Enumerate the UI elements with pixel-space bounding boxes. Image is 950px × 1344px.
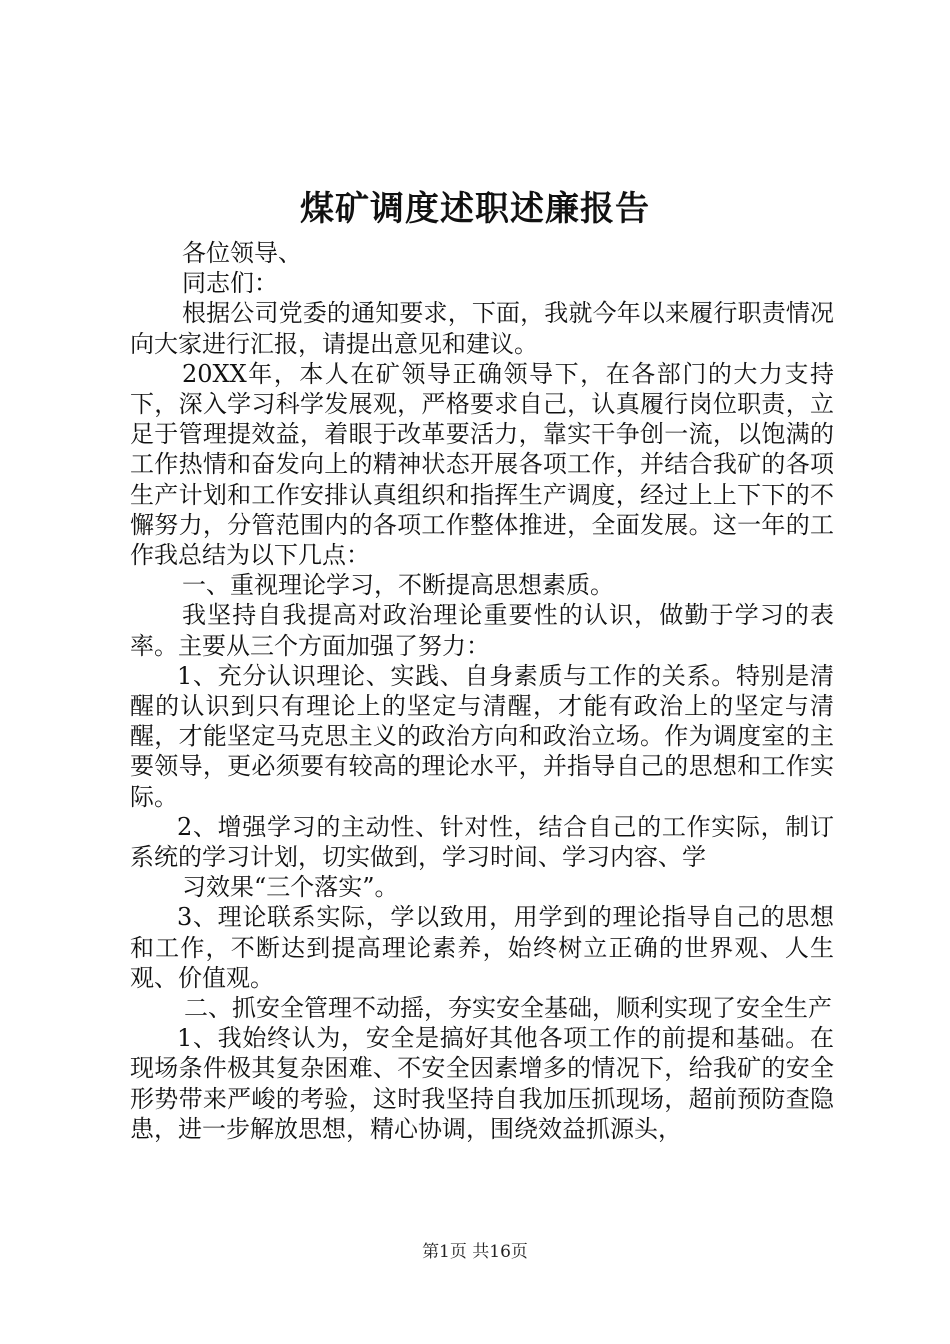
document-body	[130, 238, 834, 1144]
theory-intro-paragraph: 我坚持自我提高对政治理论重要性的认识，做勤于学习的表率。主要从三个方面加强了努力：	[130, 601, 834, 660]
section-heading-safety: 二、抓安全管理不动摇，夯实安全基础，顺利实现了安全生产	[184, 994, 832, 1023]
document-title: 煤矿调度述职述廉报告	[300, 189, 650, 229]
theory-point-3: 3、理论联系实际，学以致用，用学到的理论指导自己的思想和工作，不断达到提高理论素养，始终树立正确的世界观、人生观、价值观。	[130, 903, 834, 992]
theory-point-2-continued: 习效果“三个落实”。	[182, 873, 399, 902]
salutation-comrades: 同志们：	[182, 269, 278, 298]
safety-point-1: 1、我始终认为，安全是搞好其他各项工作的前提和基础。在现场条件极其复杂困难、不安全因素增多的情况下，给我矿的安全形势带来严峻的考验，这时我坚持自我加压抓现场，超前预防查隐患，进一步解放思想，精心协调，围绕效益抓源头，	[130, 1024, 834, 1143]
intro-paragraph: 根据公司党委的通知要求，下面，我就今年以来履行职责情况向大家进行汇报，请提出意见和建议。	[130, 299, 834, 358]
page-number-footer: 第1页 共16页	[422, 1242, 528, 1262]
theory-point-1: 1、充分认识理论、实践、自身素质与工作的关系。特别是清醒的认识到只有理论上的坚定与清醒，才能有政治上的坚定与清醒，才能坚定马克思主义的政治方向和政治立场。作为调度室的主要领导，更必须要有较高的理论水平，并指导自己的思想和工作实际。	[130, 661, 834, 811]
theory-point-2: 2、增强学习的主动性、针对性，结合自己的工作实际，制订系统的学习计划，切实做到，学习时间、学习内容、学	[130, 812, 834, 872]
salutation-leaders: 各位领导、	[182, 239, 302, 267]
summary-paragraph: 20XX年，本人在矿领导正确领导下，在各部门的大力支持下，深入学习科学发展观，严格要求自己，认真履行岗位职责，立足于管理提效益，着眼于改革要活力，靠实干争创一流，以饱满的工作热情和奋发向上的精神状态开展各项工作，并结合我矿的各项生产计划和工作安排认真组织和指挥生产调度，经过上上下下的不懈努力，分管范围内的各项工作整体推进，全面发展。这一年的工作我总结为以下几点：	[130, 359, 834, 570]
section-heading-theory: 一、重视理论学习，不断提高思想素质。	[182, 571, 614, 600]
